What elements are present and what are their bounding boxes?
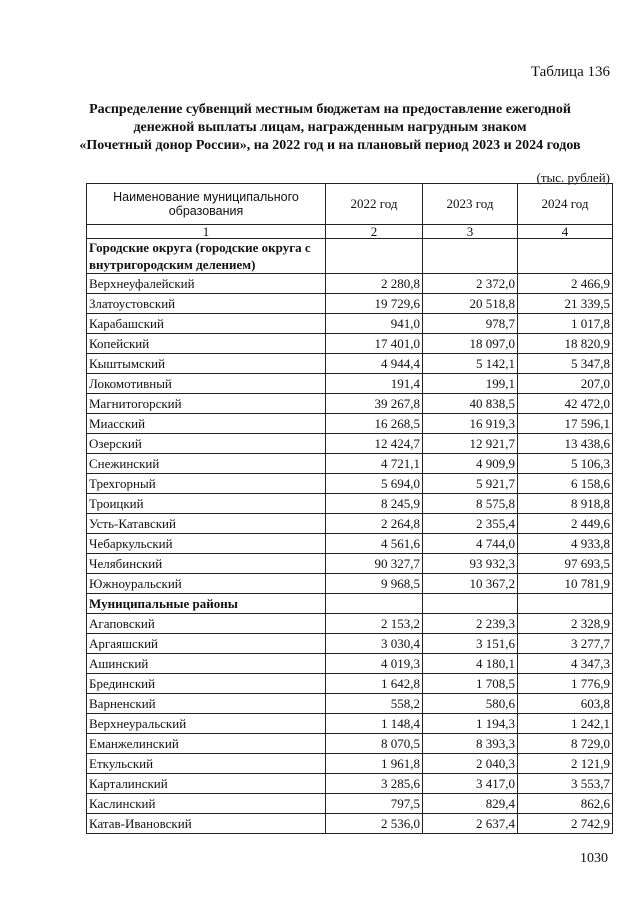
column-number: 3 bbox=[423, 225, 518, 239]
column-header-name: Наименование муниципального образования bbox=[87, 184, 326, 225]
empty-cell bbox=[423, 239, 518, 274]
value-2023: 4 909,9 bbox=[423, 454, 518, 474]
value-2022: 8 245,9 bbox=[326, 494, 423, 514]
table-row bbox=[87, 714, 613, 734]
value-2022: 8 070,5 bbox=[326, 734, 423, 754]
municipality-name: Кыштымский bbox=[87, 354, 326, 374]
value-2023: 8 575,8 bbox=[423, 494, 518, 514]
value-2024: 2 328,9 bbox=[518, 614, 613, 634]
table-row bbox=[87, 414, 613, 434]
value-2022: 797,5 bbox=[326, 794, 423, 814]
value-2023: 16 919,3 bbox=[423, 414, 518, 434]
table-row bbox=[87, 374, 613, 394]
value-2023: 40 838,5 bbox=[423, 394, 518, 414]
value-2024: 10 781,9 bbox=[518, 574, 613, 594]
value-2024: 862,6 bbox=[518, 794, 613, 814]
value-2023: 978,7 bbox=[423, 314, 518, 334]
value-2024: 1 017,8 bbox=[518, 314, 613, 334]
empty-cell bbox=[518, 239, 613, 274]
table-row bbox=[87, 554, 613, 574]
value-2024: 18 820,9 bbox=[518, 334, 613, 354]
table-row bbox=[87, 334, 613, 354]
value-2024: 4 347,3 bbox=[518, 654, 613, 674]
value-2023: 3 151,6 bbox=[423, 634, 518, 654]
value-2022: 4 019,3 bbox=[326, 654, 423, 674]
municipality-name: Южноуральский bbox=[87, 574, 326, 594]
empty-cell bbox=[423, 594, 518, 614]
table-header-row bbox=[87, 184, 613, 225]
column-header-2022: 2022 год bbox=[326, 184, 423, 225]
table-row bbox=[87, 754, 613, 774]
municipality-name: Златоустовский bbox=[87, 294, 326, 314]
value-2024: 17 596,1 bbox=[518, 414, 613, 434]
table-row bbox=[87, 774, 613, 794]
title-line: денежной выплаты лицам, награжденным нагрудным знаком bbox=[133, 120, 527, 135]
value-2022: 4 944,4 bbox=[326, 354, 423, 374]
document-title bbox=[40, 101, 620, 155]
section-title: Муниципальные районы bbox=[87, 594, 326, 614]
table-row bbox=[87, 394, 613, 414]
table-row bbox=[87, 654, 613, 674]
value-2022: 1 961,8 bbox=[326, 754, 423, 774]
value-2022: 2 153,2 bbox=[326, 614, 423, 634]
table-row bbox=[87, 674, 613, 694]
municipality-name: Миасский bbox=[87, 414, 326, 434]
value-2022: 19 729,6 bbox=[326, 294, 423, 314]
municipality-name: Трехгорный bbox=[87, 474, 326, 494]
value-2024: 5 106,3 bbox=[518, 454, 613, 474]
value-2022: 3 030,4 bbox=[326, 634, 423, 654]
unit-label: (тыс. рублей) bbox=[536, 170, 610, 185]
table-row bbox=[87, 494, 613, 514]
value-2022: 90 327,7 bbox=[326, 554, 423, 574]
value-2023: 199,1 bbox=[423, 374, 518, 394]
column-number: 2 bbox=[326, 225, 423, 239]
subvention-table bbox=[86, 183, 613, 834]
table-row bbox=[87, 474, 613, 494]
empty-cell bbox=[326, 239, 423, 274]
value-2024: 2 466,9 bbox=[518, 274, 613, 294]
value-2023: 20 518,8 bbox=[423, 294, 518, 314]
empty-cell bbox=[326, 594, 423, 614]
section-title: Городские округа (городские округа с внутригородским делением) bbox=[87, 239, 326, 274]
value-2023: 4 744,0 bbox=[423, 534, 518, 554]
title-line: «Почетный донор России», на 2022 год и на плановый период 2023 и 2024 годов bbox=[79, 138, 581, 153]
value-2023: 4 180,1 bbox=[423, 654, 518, 674]
value-2023: 2 040,3 bbox=[423, 754, 518, 774]
municipality-name: Верхнеуральский bbox=[87, 714, 326, 734]
value-2024: 2 449,6 bbox=[518, 514, 613, 534]
value-2023: 1 708,5 bbox=[423, 674, 518, 694]
value-2022: 1 148,4 bbox=[326, 714, 423, 734]
municipality-name: Магнитогорский bbox=[87, 394, 326, 414]
table-row bbox=[87, 294, 613, 314]
value-2024: 21 339,5 bbox=[518, 294, 613, 314]
value-2023: 8 393,3 bbox=[423, 734, 518, 754]
value-2023: 2 637,4 bbox=[423, 814, 518, 834]
municipality-name: Чебаркульский bbox=[87, 534, 326, 554]
table-row bbox=[87, 454, 613, 474]
value-2023: 18 097,0 bbox=[423, 334, 518, 354]
value-2022: 4 721,1 bbox=[326, 454, 423, 474]
value-2024: 8 729,0 bbox=[518, 734, 613, 754]
municipality-name: Еткульский bbox=[87, 754, 326, 774]
municipality-name: Усть-Катавский bbox=[87, 514, 326, 534]
value-2023: 829,4 bbox=[423, 794, 518, 814]
municipality-name: Карабашский bbox=[87, 314, 326, 334]
section-row bbox=[87, 239, 613, 274]
value-2023: 3 417,0 bbox=[423, 774, 518, 794]
value-2022: 2 280,8 bbox=[326, 274, 423, 294]
municipality-name: Катав-Ивановский bbox=[87, 814, 326, 834]
value-2024: 5 347,8 bbox=[518, 354, 613, 374]
value-2024: 13 438,6 bbox=[518, 434, 613, 454]
table-body bbox=[87, 239, 613, 834]
value-2022: 941,0 bbox=[326, 314, 423, 334]
value-2023: 10 367,2 bbox=[423, 574, 518, 594]
column-header-2024: 2024 год bbox=[518, 184, 613, 225]
municipality-name: Верхнеуфалейский bbox=[87, 274, 326, 294]
table-row bbox=[87, 694, 613, 714]
value-2023: 5 142,1 bbox=[423, 354, 518, 374]
municipality-name: Снежинский bbox=[87, 454, 326, 474]
table-row bbox=[87, 614, 613, 634]
value-2024: 8 918,8 bbox=[518, 494, 613, 514]
page-number: 1030 bbox=[580, 851, 608, 866]
value-2024: 3 553,7 bbox=[518, 774, 613, 794]
table-number: Таблица 136 bbox=[530, 64, 610, 80]
value-2022: 3 285,6 bbox=[326, 774, 423, 794]
title-line: Распределение субвенций местным бюджетам на предоставление ежегодной bbox=[89, 102, 571, 117]
municipality-name: Каслинский bbox=[87, 794, 326, 814]
value-2024: 97 693,5 bbox=[518, 554, 613, 574]
value-2022: 12 424,7 bbox=[326, 434, 423, 454]
value-2023: 1 194,3 bbox=[423, 714, 518, 734]
municipality-name: Варненский bbox=[87, 694, 326, 714]
value-2024: 6 158,6 bbox=[518, 474, 613, 494]
municipality-name: Карталинский bbox=[87, 774, 326, 794]
value-2024: 3 277,7 bbox=[518, 634, 613, 654]
municipality-name: Аргаяшский bbox=[87, 634, 326, 654]
value-2022: 9 968,5 bbox=[326, 574, 423, 594]
column-number: 1 bbox=[87, 225, 326, 239]
column-header-2023: 2023 год bbox=[423, 184, 518, 225]
value-2022: 5 694,0 bbox=[326, 474, 423, 494]
municipality-name: Копейский bbox=[87, 334, 326, 354]
value-2024: 2 742,9 bbox=[518, 814, 613, 834]
municipality-name: Локомотивный bbox=[87, 374, 326, 394]
value-2024: 1 776,9 bbox=[518, 674, 613, 694]
value-2022: 16 268,5 bbox=[326, 414, 423, 434]
value-2022: 1 642,8 bbox=[326, 674, 423, 694]
municipality-name: Челябинский bbox=[87, 554, 326, 574]
municipality-name: Агаповский bbox=[87, 614, 326, 634]
table-row bbox=[87, 434, 613, 454]
value-2022: 2 536,0 bbox=[326, 814, 423, 834]
value-2022: 17 401,0 bbox=[326, 334, 423, 354]
municipality-name: Брединский bbox=[87, 674, 326, 694]
municipality-name: Озерский bbox=[87, 434, 326, 454]
municipality-name: Ашинский bbox=[87, 654, 326, 674]
value-2023: 12 921,7 bbox=[423, 434, 518, 454]
value-2024: 207,0 bbox=[518, 374, 613, 394]
section-row bbox=[87, 594, 613, 614]
value-2022: 558,2 bbox=[326, 694, 423, 714]
table-row bbox=[87, 354, 613, 374]
value-2023: 93 932,3 bbox=[423, 554, 518, 574]
value-2022: 4 561,6 bbox=[326, 534, 423, 554]
value-2023: 580,6 bbox=[423, 694, 518, 714]
table-row bbox=[87, 814, 613, 834]
table-row bbox=[87, 314, 613, 334]
value-2023: 5 921,7 bbox=[423, 474, 518, 494]
table-row bbox=[87, 734, 613, 754]
table-row bbox=[87, 634, 613, 654]
value-2022: 39 267,8 bbox=[326, 394, 423, 414]
value-2024: 2 121,9 bbox=[518, 754, 613, 774]
table-row bbox=[87, 514, 613, 534]
table-row bbox=[87, 534, 613, 554]
column-number: 4 bbox=[518, 225, 613, 239]
table-row bbox=[87, 274, 613, 294]
table-row bbox=[87, 794, 613, 814]
value-2022: 191,4 bbox=[326, 374, 423, 394]
column-number-row bbox=[87, 225, 613, 239]
value-2022: 2 264,8 bbox=[326, 514, 423, 534]
empty-cell bbox=[518, 594, 613, 614]
value-2023: 2 355,4 bbox=[423, 514, 518, 534]
value-2024: 42 472,0 bbox=[518, 394, 613, 414]
value-2024: 4 933,8 bbox=[518, 534, 613, 554]
value-2023: 2 239,3 bbox=[423, 614, 518, 634]
value-2023: 2 372,0 bbox=[423, 274, 518, 294]
municipality-name: Еманжелинский bbox=[87, 734, 326, 754]
value-2024: 603,8 bbox=[518, 694, 613, 714]
municipality-name: Троицкий bbox=[87, 494, 326, 514]
table-row bbox=[87, 574, 613, 594]
value-2024: 1 242,1 bbox=[518, 714, 613, 734]
